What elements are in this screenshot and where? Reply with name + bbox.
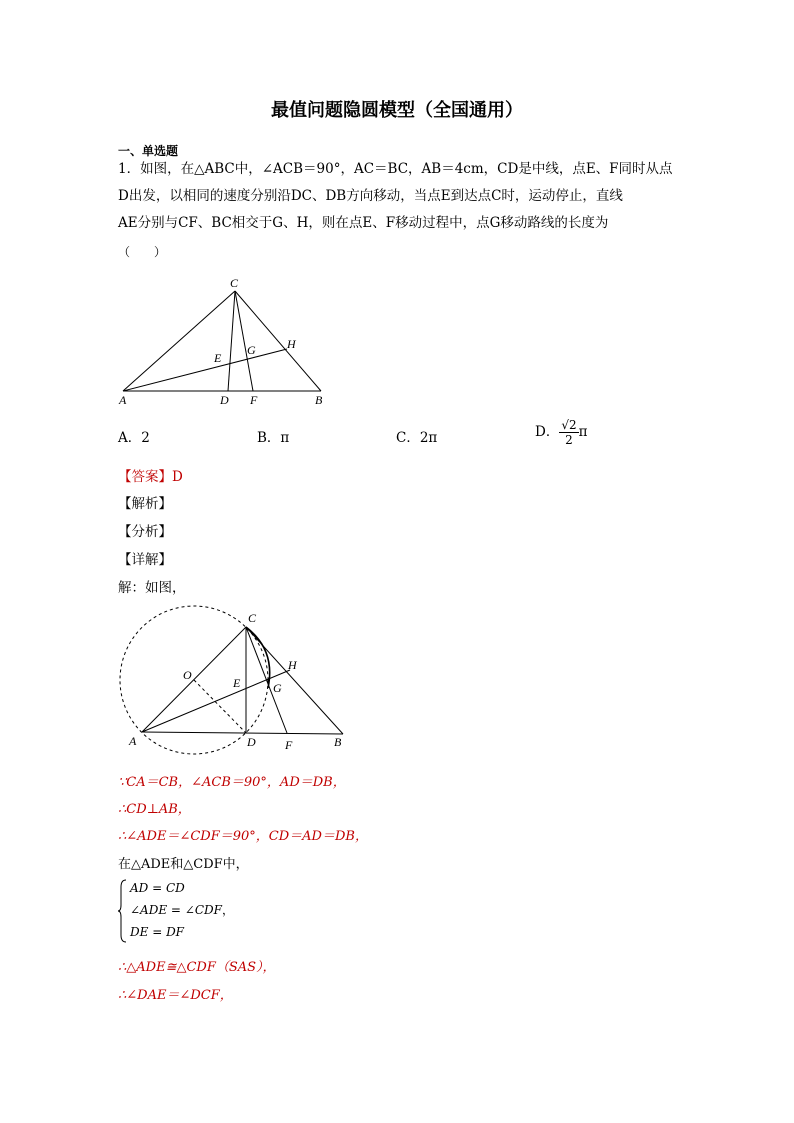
- fig2-label-O: O: [183, 668, 192, 682]
- fig1-segment-CB: [235, 291, 321, 391]
- fig1-label-C: C: [230, 276, 239, 290]
- system-brace: [118, 879, 128, 943]
- fig1-label-B: B: [315, 393, 323, 407]
- step-6: ∴∠DAE＝∠DCF，: [118, 988, 233, 1003]
- question-line-2: D出发，以相同的速度分别沿DC、DB方向移动，当点E到达点C时，运动停止，直线: [118, 188, 623, 204]
- fig2-label-H: H: [288, 658, 297, 672]
- fig1-label-G: G: [247, 343, 256, 357]
- option-d: [535, 418, 587, 447]
- option-d-fraction: [559, 418, 578, 447]
- fig2-segment-AH: [142, 670, 290, 732]
- system-line-3: DE = DF: [130, 925, 185, 939]
- step-4: 在△ADE和△CDF中，: [118, 857, 249, 872]
- option-b: B．π: [257, 430, 290, 446]
- fig2-label-C: C: [248, 611, 257, 625]
- question-line-1: 1．如图，在△ABC中，∠ACB＝90°，AC＝BC，AB＝4cm，CD是中线，点E、F同时从点: [118, 161, 673, 177]
- option-d-prefix: D．: [535, 424, 560, 440]
- fenxi-tag: 【分析】: [118, 524, 172, 540]
- fig1-segment-CD: [228, 291, 235, 391]
- system-line-2-tail: ，: [221, 903, 234, 917]
- fig1-label-A: A: [119, 393, 127, 407]
- system-line-2-expr: ∠ADE = ∠CDF: [130, 903, 222, 917]
- equation-system: [118, 877, 258, 945]
- step-5: ∴△ADE≅△CDF（SAS），: [118, 960, 276, 975]
- answer-tag: 【答案】D: [118, 469, 183, 485]
- fig2-label-B: B: [334, 735, 342, 749]
- fig1-label-H: H: [287, 337, 296, 351]
- system-line-2: [130, 899, 234, 921]
- step-3: ∴∠ADE＝∠CDF＝90°，CD＝AD＝DB，: [118, 829, 368, 844]
- fig1-label-D: D: [220, 393, 229, 407]
- fig1-label-F: F: [250, 393, 258, 407]
- system-line-1: AD = CD: [130, 881, 185, 895]
- fig2-segment-AC: [142, 627, 246, 732]
- fig2-label-D: D: [247, 735, 256, 749]
- step-2: ∴CD⊥AB，: [118, 802, 191, 817]
- question-line-4: （ ）: [118, 245, 167, 259]
- fig1-label-E: E: [214, 351, 222, 365]
- option-d-denominator: 2: [565, 433, 573, 447]
- fig1-segment-AH: [123, 349, 287, 391]
- analysis-tag: 【解析】: [118, 496, 172, 512]
- question-line-3: AE分别与CF、BC相交于G、H，则在点E、F移动过程中，点G移动路线的长度为: [118, 215, 609, 231]
- fig2-label-F: F: [285, 738, 293, 752]
- step-1: ∵CA＝CB，∠ACB＝90°，AD＝DB，: [118, 775, 346, 790]
- fig1-segment-CF: [235, 291, 253, 391]
- fig2-label-G: G: [273, 681, 282, 695]
- fig1-segment-AC: [123, 291, 235, 391]
- option-d-suffix: π: [578, 424, 588, 440]
- figure-2: [120, 606, 343, 754]
- solution-intro: 解：如图，: [118, 580, 186, 596]
- section-heading: 一、单选题: [118, 144, 179, 158]
- fig2-label-A: A: [129, 734, 137, 748]
- detail-tag: 【详解】: [118, 552, 172, 568]
- fig2-segment-AB: [142, 732, 343, 734]
- fig2-label-E: E: [233, 676, 241, 690]
- option-a: A．2: [118, 430, 150, 446]
- option-c: C．2π: [396, 430, 438, 446]
- page-title: 最值问题隐圆模型（全国通用）: [271, 100, 523, 121]
- option-d-numerator: √2: [561, 418, 577, 432]
